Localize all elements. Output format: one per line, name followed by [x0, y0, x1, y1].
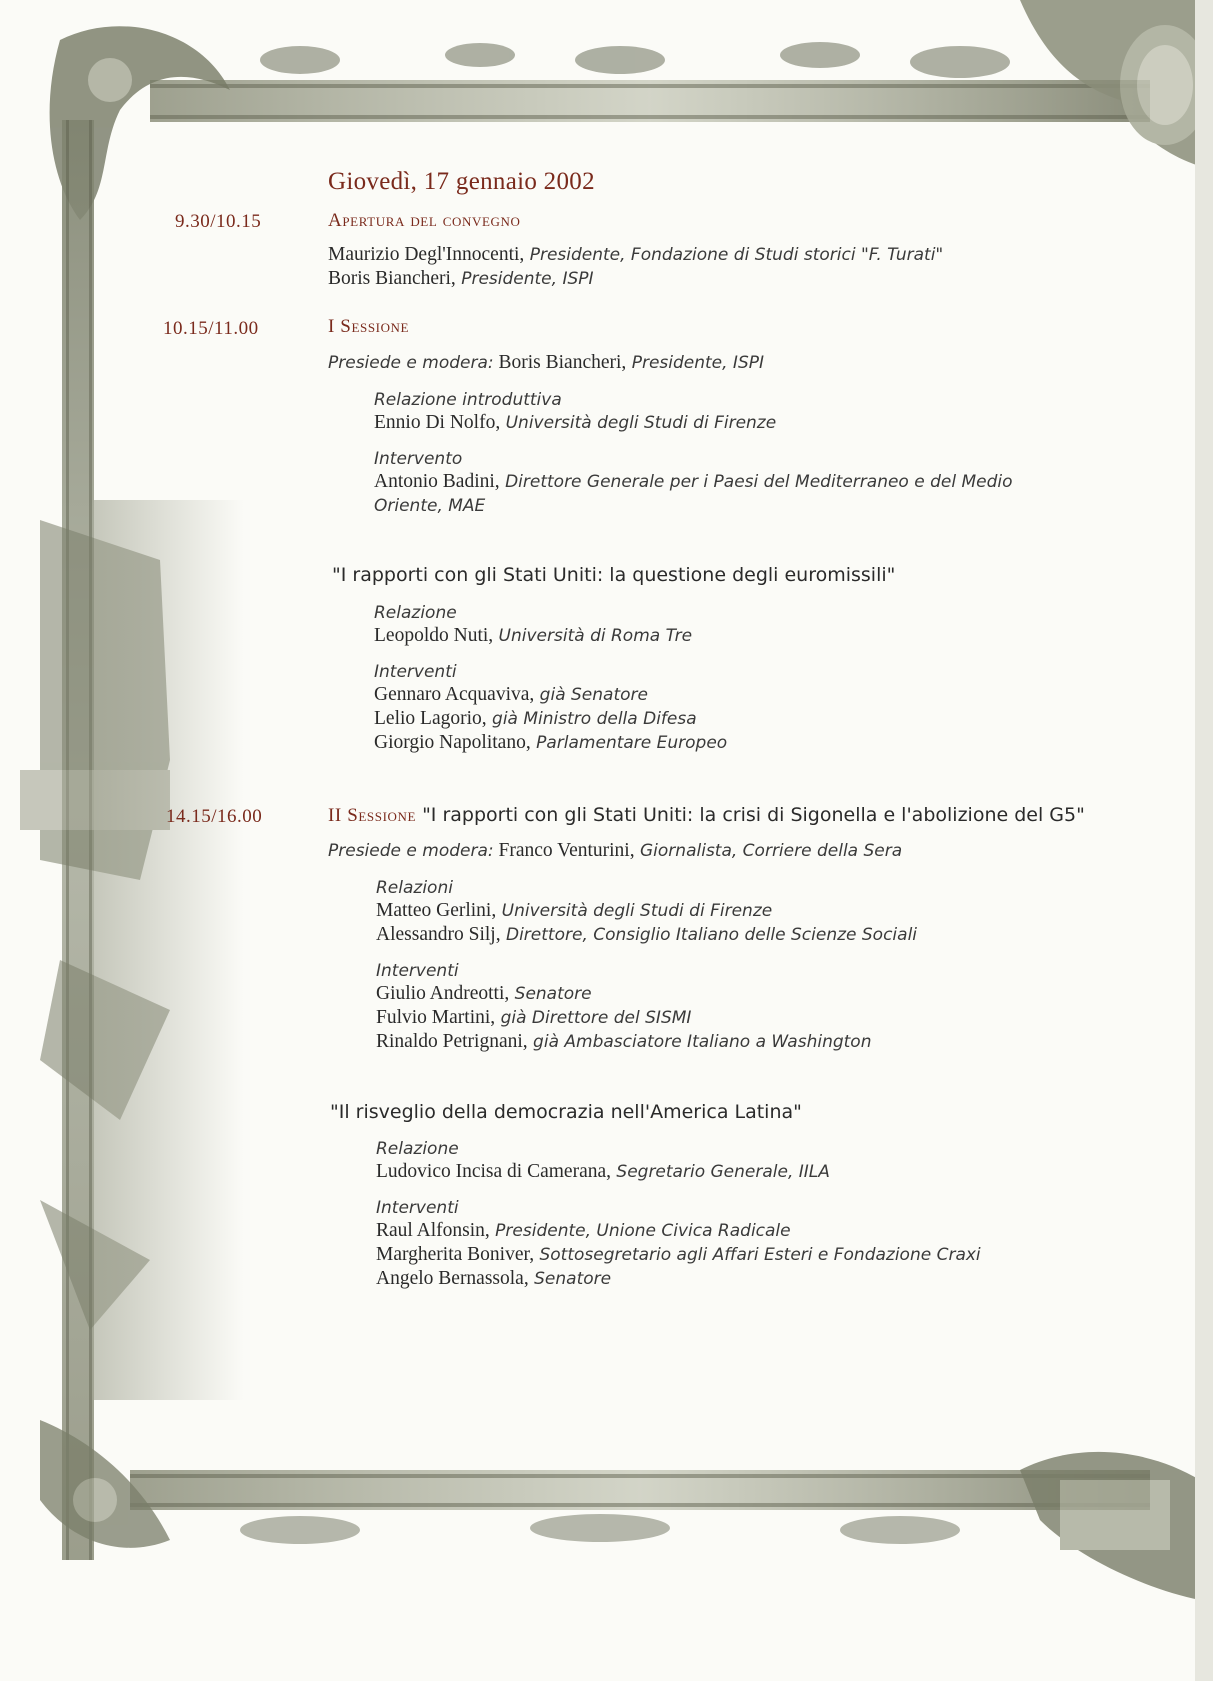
speaker-name: Rinaldo Petrignani, [376, 1031, 528, 1052]
speaker-line [376, 1007, 691, 1029]
speaker-line [376, 1161, 830, 1183]
time-session-1: 10.15/11.00 [163, 318, 259, 339]
speaker-name: Boris Biancheri, [328, 268, 456, 289]
speaker-line [328, 244, 943, 266]
opening-title: Apertura del convegno [328, 210, 521, 231]
speaker-line [376, 924, 917, 946]
speaker-role: Parlamentare Europeo [530, 733, 728, 753]
chair-label: Presiede e modera: [328, 353, 494, 373]
speaker-line [376, 1220, 791, 1242]
speaker-name: Angelo Bernassola, [376, 1268, 529, 1289]
session-2-topic: "I rapporti con gli Stati Uniti: la crisi di Sigonella e l'abolizione del G5" [416, 804, 1085, 826]
speaker-role: Presidente, Unione Civica Radicale [489, 1221, 791, 1241]
interventi-label: Interventi [374, 662, 457, 682]
speaker-line [376, 1268, 611, 1290]
speaker-role: Direttore, Consiglio Italiano delle Scienze Sociali [500, 925, 918, 945]
session-2-title: II Sessione [328, 805, 417, 826]
speaker-role: Presidente, Fondazione di Studi storici "F. Turati" [524, 245, 944, 265]
interventi-label: Interventi [376, 961, 459, 981]
speaker-role-continued: Oriente, MAE [374, 496, 486, 516]
session-1-title: I Sessione [328, 316, 410, 337]
session-1-topic: "I rapporti con gli Stati Uniti: la questione degli euromissili" [332, 564, 896, 586]
speaker-role: Senatore [509, 984, 592, 1004]
speaker-name: Maurizio Degl'Innocenti, [328, 244, 525, 265]
speaker-name: Gennaro Acquaviva, [374, 684, 535, 705]
time-session-2: 14.15/16.00 [166, 806, 263, 827]
intervento-label: Intervento [374, 449, 463, 469]
speaker-role: Sottosegretario agli Affari Esteri e Fondazione Craxi [534, 1245, 981, 1265]
speaker-name: Ennio Di Nolfo, [374, 412, 501, 433]
session-2-heading [328, 804, 1085, 827]
speaker-role: Università di Roma Tre [493, 626, 693, 646]
speaker-role: Presidente, ISPI [455, 269, 594, 289]
speaker-name: Giulio Andreotti, [376, 983, 510, 1004]
speaker-line [374, 732, 727, 754]
relazione-label: Relazione [374, 603, 457, 623]
speaker-line [376, 900, 772, 922]
interventi-label: Interventi [376, 1198, 459, 1218]
session-1-chair [328, 352, 764, 374]
speaker-role: già Direttore del SISMI [495, 1008, 692, 1028]
chair-label: Presiede e modera: [328, 841, 494, 861]
speaker-name: Giorgio Napolitano, [374, 732, 531, 753]
speaker-name: Leopoldo Nuti, [374, 625, 494, 646]
chair-role: Giornalista, Corriere della Sera [634, 841, 903, 861]
speaker-line [374, 625, 692, 647]
speaker-line [376, 1244, 981, 1266]
speaker-role: Università degli Studi di Firenze [500, 413, 777, 433]
speaker-role: Senatore [528, 1269, 612, 1289]
speaker-name: Antonio Badini, [374, 471, 500, 492]
relazione-label: Relazione [376, 1139, 459, 1159]
speaker-role: già Ambasciatore Italiano a Washington [527, 1032, 872, 1052]
speaker-line [374, 708, 697, 730]
speaker-role: Segretario Generale, IILA [611, 1162, 830, 1182]
speaker-role: già Senatore [534, 685, 648, 705]
speaker-line [374, 412, 776, 434]
speaker-line [374, 471, 1013, 493]
speaker-role: Direttore Generale per i Paesi del Mediterraneo e del Medio [499, 472, 1013, 492]
session-2-chair [328, 840, 902, 862]
speaker-role: Università degli Studi di Firenze [496, 901, 773, 921]
intro-label: Relazione introduttiva [374, 390, 562, 410]
speaker-line [328, 268, 594, 290]
chair-name: Boris Biancheri, [493, 352, 627, 373]
session-2-topic-2: "Il risveglio della democrazia nell'America Latina" [330, 1101, 802, 1123]
speaker-name: Raul Alfonsin, [376, 1220, 490, 1241]
speaker-name: Margherita Boniver, [376, 1244, 535, 1265]
speaker-line [376, 983, 592, 1005]
speaker-line [374, 684, 648, 706]
speaker-role: già Ministro della Difesa [486, 709, 697, 729]
speaker-name: Lelio Lagorio, [374, 708, 487, 729]
relazioni-label: Relazioni [376, 878, 453, 898]
speaker-name: Alessandro Silj, [376, 924, 501, 945]
time-opening: 9.30/10.15 [175, 211, 262, 232]
chair-role: Presidente, ISPI [626, 353, 765, 373]
page-date: Giovedì, 17 gennaio 2002 [328, 168, 595, 195]
speaker-name: Ludovico Incisa di Camerana, [376, 1161, 611, 1182]
speaker-name: Matteo Gerlini, [376, 900, 497, 921]
speaker-name: Fulvio Martini, [376, 1007, 496, 1028]
speaker-line [376, 1031, 871, 1053]
chair-name: Franco Venturini, [493, 840, 635, 861]
frame-corner-bottom-right [1020, 1452, 1200, 1600]
